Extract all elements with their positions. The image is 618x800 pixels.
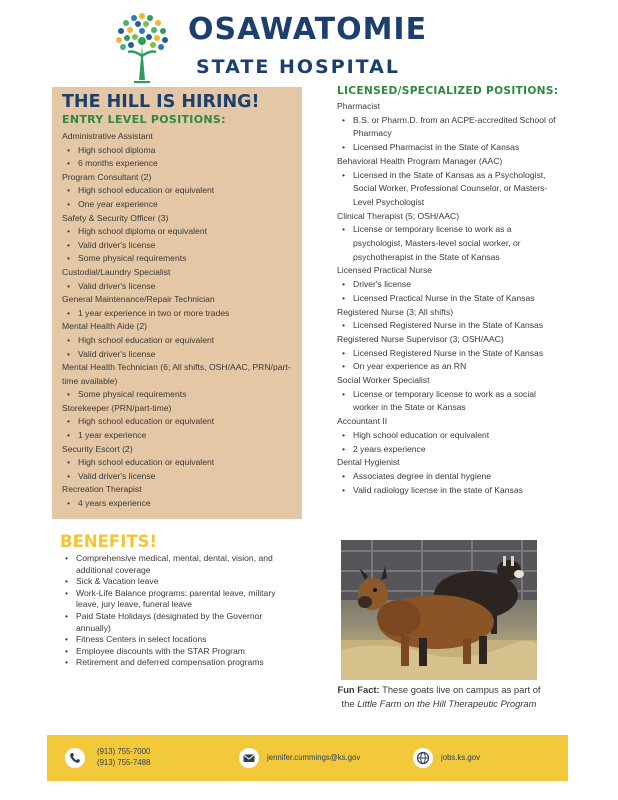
job-title: Recreation Therapist xyxy=(62,484,142,495)
job-requirement: • Valid driver's license xyxy=(62,470,294,484)
job-requirement: • Valid radiology license in the state of Kansas xyxy=(337,484,562,498)
job-title: Mental Health Technician (6; All shifts, OSH/AAC, PRN/part-time available) xyxy=(62,362,291,386)
job-title: Accountant II xyxy=(337,416,388,427)
goats-illustration xyxy=(341,540,537,680)
job-title: Mental Health Aide (2) xyxy=(62,321,148,332)
job-requirement: • Valid driver's license xyxy=(62,239,294,253)
job-title: Registered Nurse Supervisor (3; OSH/AAC) xyxy=(337,333,504,344)
phone-number-secondary[interactable]: (913) 755-7488 xyxy=(97,758,151,767)
job-listing xyxy=(337,100,562,155)
benefit-item: • Fitness Centers in select locations xyxy=(62,634,292,646)
job-requirement: • Licensed Pharmacist in the State of Kansas xyxy=(337,141,562,155)
job-title: Administrative Assistant xyxy=(62,131,153,141)
job-requirement: • B.S. or Pharm.D. from an ACPE-accredited School of Pharmacy xyxy=(337,114,562,141)
globe-icon xyxy=(413,748,433,768)
hospital-title: OSAWATOMIE xyxy=(188,12,428,47)
job-title: Pharmacist xyxy=(337,101,380,111)
job-requirement: • Some physical requirements xyxy=(62,252,294,266)
hospital-subtitle: STATE HOSPITAL xyxy=(196,56,400,78)
benefit-item: • Comprehensive medical, mental, dental, vision, and additional coverage xyxy=(62,553,292,576)
job-requirement: • Associates degree in dental hygiene xyxy=(337,470,562,484)
job-title: Safety & Security Officer (3) xyxy=(62,212,169,223)
benefit-item: • Retirement and deferred compensation programs xyxy=(62,657,292,669)
benefits-title: BENEFITS! xyxy=(60,532,158,551)
fun-fact-caption xyxy=(332,683,546,711)
job-listing xyxy=(62,130,294,171)
job-requirement: • High school education or equivalent xyxy=(62,456,294,470)
job-listing xyxy=(337,333,562,374)
job-requirement: • 4 years experience xyxy=(62,497,294,511)
job-listing xyxy=(62,361,294,402)
job-listing xyxy=(337,155,562,210)
job-listing xyxy=(62,293,294,320)
contact-footer xyxy=(47,735,568,781)
job-requirement: • Licensed in the State of Kansas as a Psychologist, Social Worker, Professional Counselor, or Masters-Level Psychologist xyxy=(337,169,562,210)
job-listing xyxy=(62,171,294,212)
job-title: Storekeeper (PRN/part-time) xyxy=(62,402,172,413)
job-listing xyxy=(337,374,562,415)
job-listing xyxy=(62,212,294,266)
entry-level-heading: ENTRY LEVEL POSITIONS: xyxy=(62,113,226,126)
job-requirement: • High school education or equivalent xyxy=(62,415,294,429)
job-requirement: • Valid driver's license xyxy=(62,348,294,362)
job-requirement: • Some physical requirements xyxy=(62,388,294,402)
header xyxy=(0,0,618,84)
job-requirement: • License or temporary license to work as a psychologist, Masters-level social worker, or psychotherapist in the State of Kansas xyxy=(337,223,562,264)
job-listing xyxy=(337,264,562,305)
job-requirement: • High school education or equivalent xyxy=(337,429,562,443)
job-listing xyxy=(62,443,294,484)
job-title: Registered Nurse (3; All shifts) xyxy=(337,306,454,317)
job-requirement: • 2 years experience xyxy=(337,443,562,457)
job-requirement: • High school diploma or equivalent xyxy=(62,225,294,239)
benefit-item: • Paid State Holidays (designated by the Governor annually) xyxy=(62,611,292,634)
benefit-item: • Work-Life Balance programs: parental leave, military leave, jury leave, funeral leave xyxy=(62,588,292,611)
fun-fact-program: Little Farm on the Hill Therapeutic Program xyxy=(357,698,537,709)
job-listing xyxy=(337,456,562,497)
job-listing xyxy=(62,483,294,510)
job-requirement: • License or temporary license to work as a social worker in the State or Kansas xyxy=(337,388,562,415)
benefit-item: • Sick & Vacation leave xyxy=(62,576,292,588)
job-requirement: • High school education or equivalent xyxy=(62,184,294,198)
job-listing xyxy=(62,266,294,293)
fun-fact-text: These goats live on campus as part of the xyxy=(341,684,541,709)
job-requirement: • 1 year experience in two or more trades xyxy=(62,307,294,321)
email-icon xyxy=(239,748,259,768)
job-listing xyxy=(337,210,562,265)
job-requirement: • 1 year experience xyxy=(62,429,294,443)
job-title: Behavioral Health Program Manager (AAC) xyxy=(337,155,503,166)
job-requirement: • High school education or equivalent xyxy=(62,334,294,348)
job-title: Licensed Practical Nurse xyxy=(337,265,433,276)
job-requirement: • Licensed Registered Nurse in the State of Kansas xyxy=(337,319,562,333)
hiring-title: THE HILL IS HIRING! xyxy=(62,92,260,112)
job-requirement: • Valid driver's license xyxy=(62,280,294,294)
job-requirement: • One year experience xyxy=(62,198,294,212)
job-title: Security Escort (2) xyxy=(62,443,133,454)
fun-fact-label: Fun Fact: xyxy=(337,684,380,695)
job-listing xyxy=(337,306,562,333)
email-link[interactable]: jennifer.cummings@ks.gov xyxy=(267,753,361,762)
phone-icon xyxy=(65,748,85,768)
licensed-heading: LICENSED/SPECIALIZED POSITIONS: xyxy=(337,85,559,97)
job-title: General Maintenance/Repair Technician xyxy=(62,294,215,305)
website-link[interactable]: jobs.ks.gov xyxy=(441,753,481,762)
phone-number-primary[interactable]: (913) 755-7000 xyxy=(97,747,151,756)
job-title: Social Worker Specialist xyxy=(337,375,430,386)
job-requirement: • Licensed Practical Nurse in the State of Kansas xyxy=(337,292,562,306)
job-listing xyxy=(337,415,562,456)
job-requirement: • On year experience as an RN xyxy=(337,360,562,374)
tree-logo-icon xyxy=(112,10,172,84)
job-requirement: • Licensed Registered Nurse in the State of Kansas xyxy=(337,347,562,361)
job-title: Custodial/Laundry Specialist xyxy=(62,266,171,277)
goats-photo xyxy=(341,540,537,680)
job-listing xyxy=(62,402,294,443)
job-title: Program Consultant (2) xyxy=(62,171,152,182)
job-title: Clinical Therapist (5; OSH/AAC) xyxy=(337,210,460,221)
licensed-positions-column xyxy=(337,84,562,497)
benefit-item: • Employee discounts with the STAR Program xyxy=(62,646,292,658)
job-requirement: • High school diploma xyxy=(62,144,294,158)
job-listing xyxy=(62,320,294,361)
job-title: Dental Hygienist xyxy=(337,457,400,468)
entry-level-panel xyxy=(52,87,302,519)
job-requirement: • Driver's license xyxy=(337,278,562,292)
benefits-list xyxy=(62,553,292,669)
job-requirement: • 6 months experience xyxy=(62,157,294,171)
